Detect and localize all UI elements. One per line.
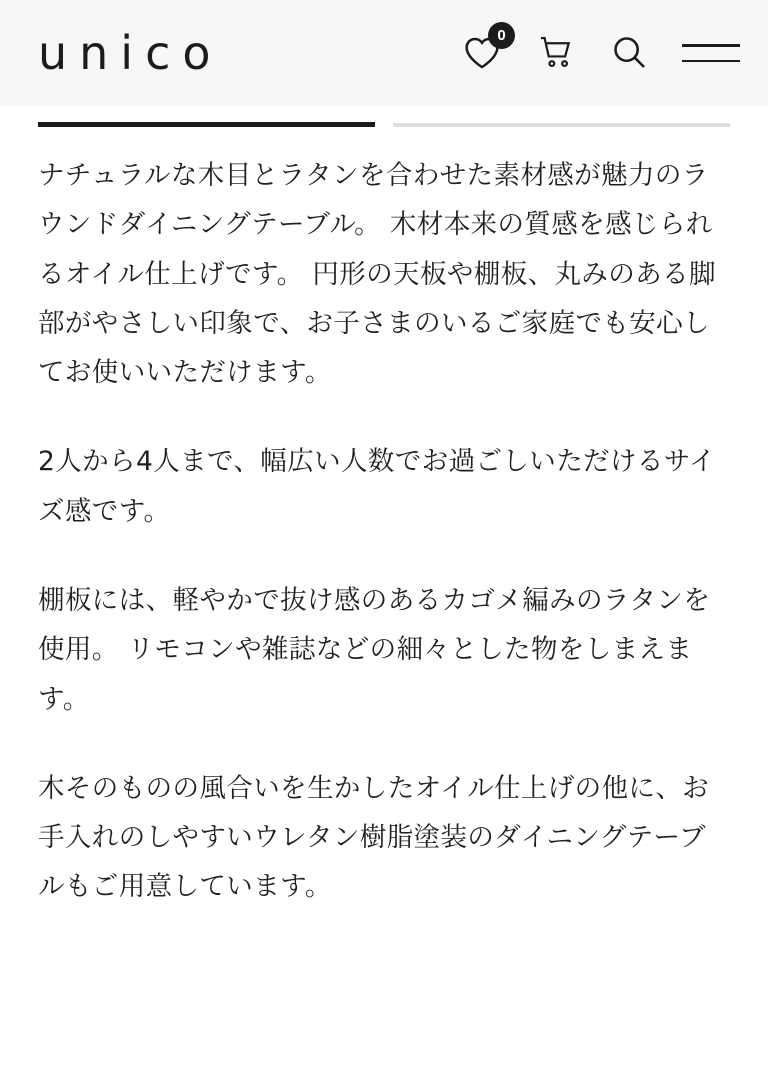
cart-icon [536, 33, 576, 74]
brand-logo[interactable]: unico [38, 26, 223, 80]
search-icon [610, 33, 648, 74]
description-paragraph: ナチュラルな木目とラタンを合わせた素材感が魅力のラウンドダイニングテーブル。 木材本来の質感を感じられるオイル仕上げです。 円形の天板や棚板、丸みのある脚部がやさしい印象で、お子さまのいるご家庭でも安心してお使いいただけます。 [38, 160, 716, 389]
header-actions [462, 26, 740, 74]
indicator-segment-2[interactable] [393, 123, 730, 127]
hamburger-menu-icon[interactable] [682, 44, 740, 62]
description-paragraph: 木そのものの風合いを生かしたオイル仕上げの他に、お手入れのしやすいウレタン樹脂塗装のダイニングテーブルもご用意しています。 [38, 772, 710, 903]
wishlist-count-badge: 0 [488, 22, 515, 49]
indicator-segment-1[interactable] [38, 122, 375, 127]
product-description [0, 127, 768, 912]
description-paragraph: 2人から4人まで、幅広い人数でお過ごしいただけるサイズ感です。 [38, 446, 716, 527]
wishlist-button[interactable] [462, 26, 506, 73]
description-paragraph: 棚板には、軽やかで抜け感のあるカゴメ編みのラタンを使用。 リモコンや雑誌などの細々とした物をしまえます。 [38, 584, 711, 715]
section-indicator [0, 106, 768, 127]
site-header [0, 0, 768, 106]
search-button[interactable] [610, 33, 648, 74]
cart-button[interactable] [536, 33, 576, 74]
